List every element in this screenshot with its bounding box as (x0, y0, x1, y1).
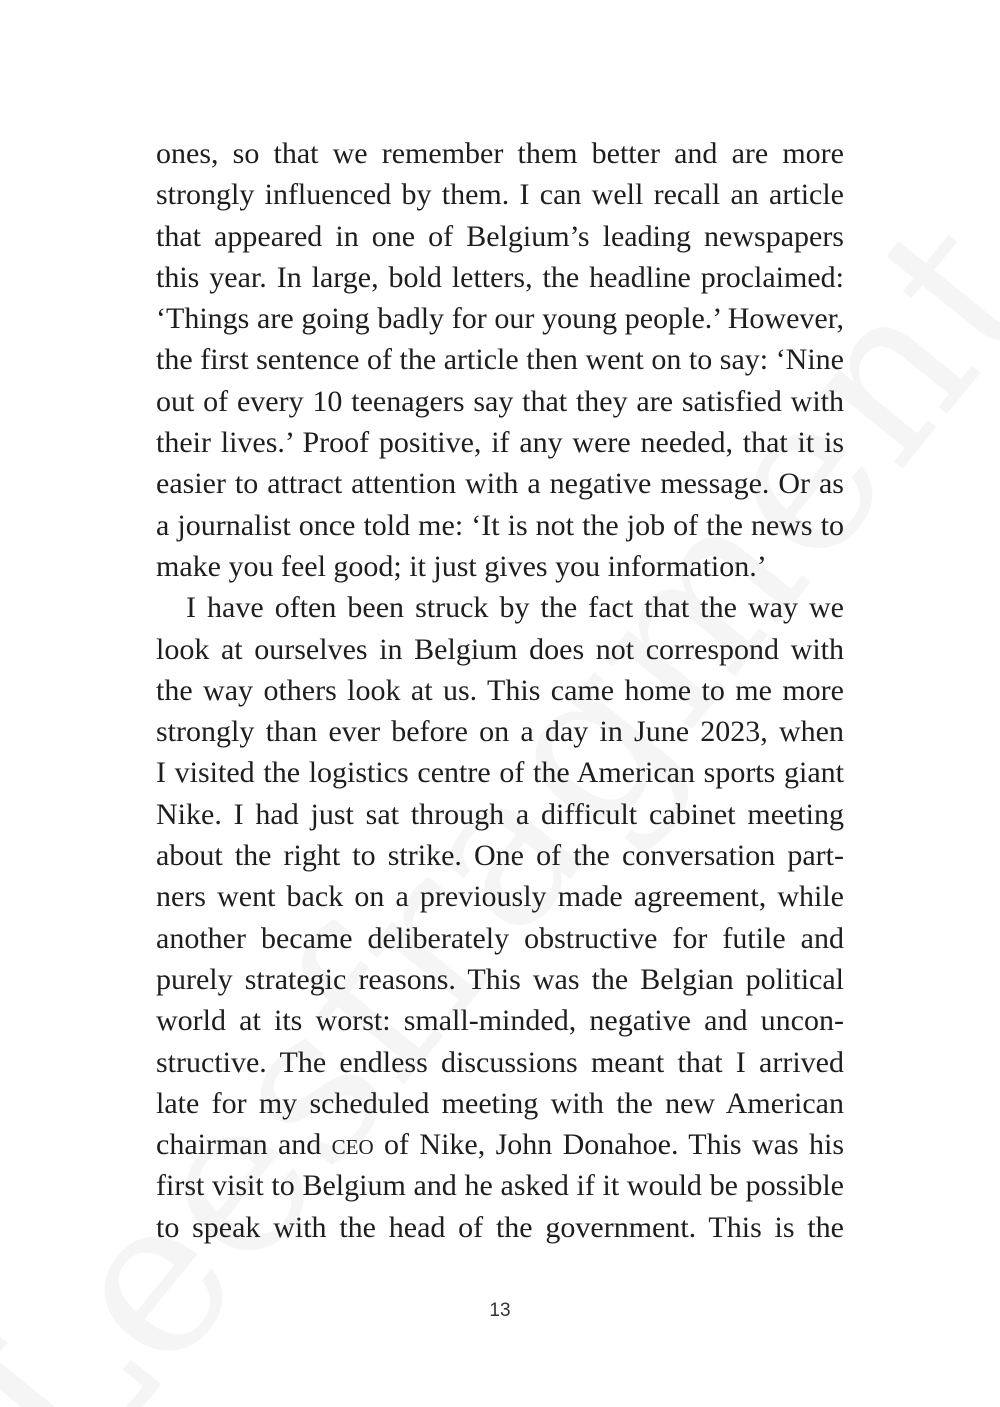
text-line: that appeared in one of Belgium’s leading newspapers (156, 219, 844, 253)
text-line: look at ourselves in Belgium does not correspond with (156, 632, 844, 666)
text-line: the way others look at us. This came home to me more (156, 673, 844, 707)
text-line: ‘Things are going badly for our young people.’ However, (156, 302, 844, 336)
text-line (156, 1124, 844, 1165)
text-line: another became deliberately obstructive for futile and (156, 921, 844, 955)
text-line: ones, so that we remember them better and are more (156, 137, 844, 170)
text-line: this year. In large, bold letters, the headline proclaimed: (156, 260, 844, 294)
text-line: structive. The endless discussions meant that I arrived (156, 1045, 844, 1079)
text-line: strongly than ever before on a day in June 2023, when (156, 715, 844, 749)
text-line: late for my scheduled meeting with the new American (156, 1086, 844, 1120)
text-line: easier to attract attention with a negative message. Or as (156, 467, 844, 501)
text-line: first visit to Belgium and he asked if it would be possible (156, 1169, 844, 1203)
paragraph-2 (156, 587, 844, 1248)
text-run: of Nike, John Donahoe. This was his (384, 1128, 845, 1162)
text-line: to speak with the head of the government. This is the (156, 1210, 844, 1244)
text-run: chairman and (156, 1128, 322, 1162)
page-number: 13 (489, 1300, 511, 1321)
text-line: I have often been struck by the fact that the way we (186, 591, 844, 625)
paragraph-1 (156, 133, 844, 587)
text-line: make you feel good; it just gives you information.’ (156, 549, 767, 583)
text-line: purely strategic reasons. This was the Belgian political (156, 962, 844, 996)
text-line: world at its worst: small-minded, negative and uncon- (156, 1004, 844, 1038)
body-text (156, 133, 844, 1248)
text-line: the first sentence of the article then went on to say: ‘Nine (156, 343, 844, 377)
text-line: their lives.’ Proof positive, if any were needed, that it is (156, 426, 844, 460)
text-line: out of every 10 teenagers say that they are satisfied with (156, 384, 844, 418)
text-line: Nike. I had just sat through a difficult cabinet meeting (156, 797, 844, 831)
text-line: strongly influenced by them. I can well recall an article (156, 178, 844, 212)
text-line: about the right to strike. One of the conversation part- (156, 839, 844, 873)
text-line: I visited the logistics centre of the American sports giant (156, 756, 844, 790)
text-line: a journalist once told me: ‘It is not the job of the news to (156, 508, 844, 542)
text-line: ners went back on a previously made agreement, while (156, 880, 844, 914)
ceo-abbreviation: ceo (331, 1128, 374, 1162)
